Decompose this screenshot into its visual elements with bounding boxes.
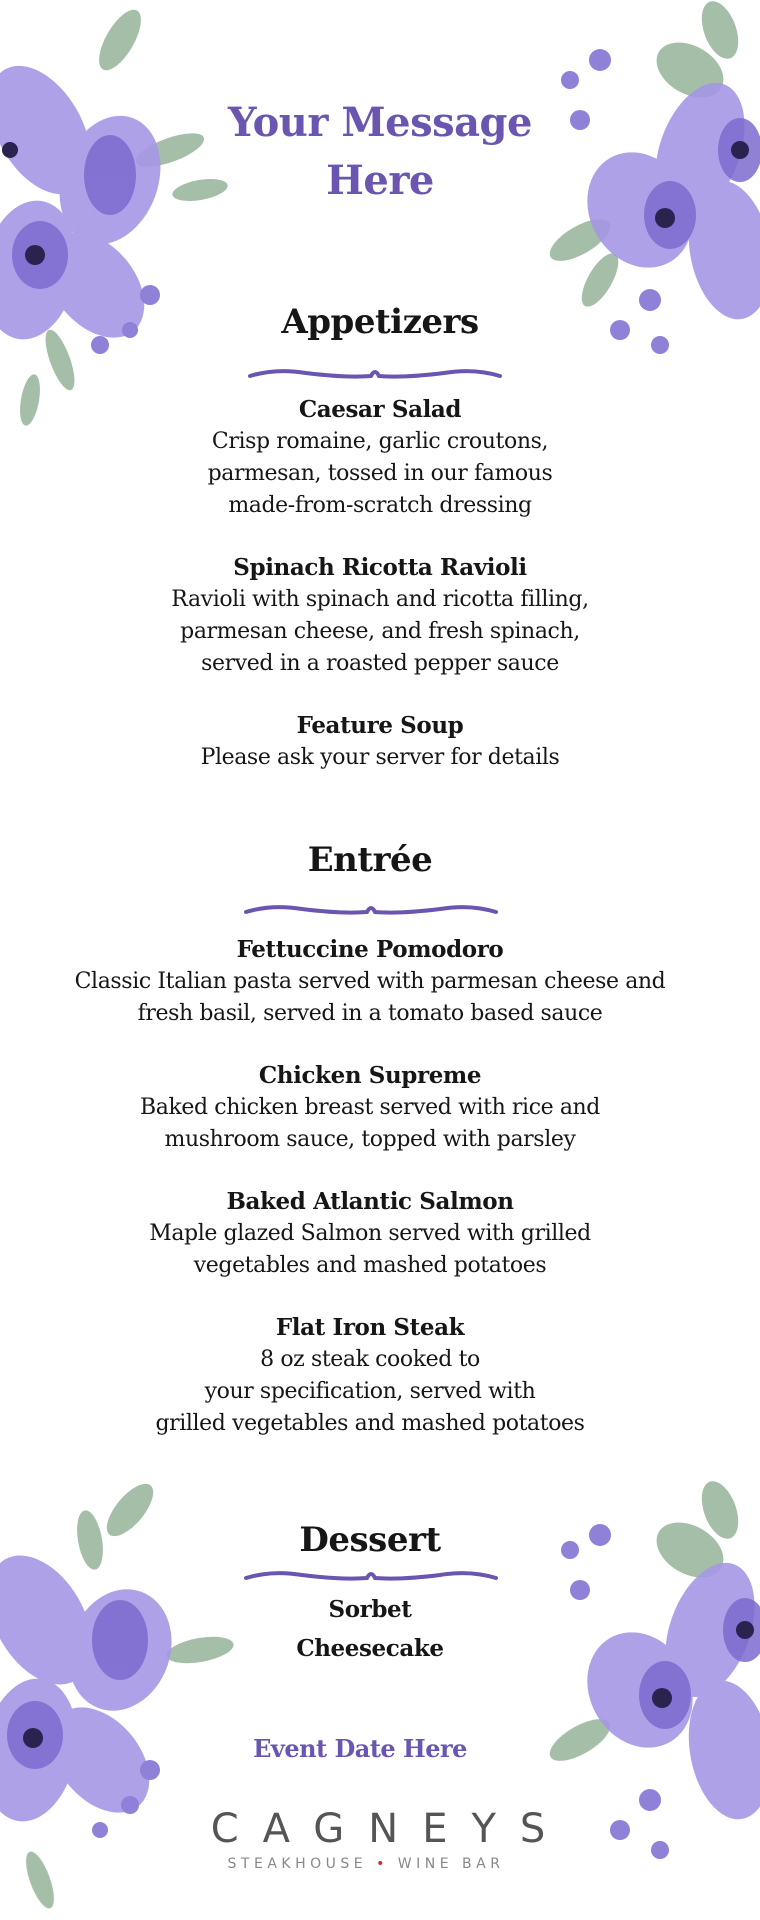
item-name: Flat Iron Steak bbox=[275, 1314, 465, 1341]
tagline-left: STEAKHOUSE bbox=[227, 1856, 368, 1872]
item-name: Baked Atlantic Salmon bbox=[226, 1188, 514, 1215]
appetizer-item bbox=[0, 552, 760, 680]
item-desc: Crisp romaine, garlic croutons, parmesan, tossed in our famous made-from-scratch dressing bbox=[207, 429, 553, 518]
item-name: Spinach Ricotta Ravioli bbox=[233, 554, 527, 581]
appetizers-title: Appetizers bbox=[281, 302, 479, 342]
entree-item bbox=[0, 1186, 750, 1282]
item-name: Caesar Salad bbox=[298, 396, 462, 423]
item-desc: Classic Italian pasta served with parmesan cheese and fresh basil, served in a tomato based sauce bbox=[74, 969, 666, 1026]
item-desc: Ravioli with spinach and ricotta filling, parmesan cheese, and fresh spinach, served in a roasted pepper sauce bbox=[171, 587, 589, 676]
tagline-dot: • bbox=[376, 1856, 389, 1872]
item-name: Fettuccine Pomodoro bbox=[236, 936, 504, 963]
brand-tagline bbox=[0, 1856, 746, 1872]
appetizers-divider bbox=[246, 364, 504, 388]
item-desc: Baked chicken breast served with rice and mushroom sauce, topped with parsley bbox=[139, 1095, 600, 1152]
brand-logo: CAGNEYS bbox=[210, 1806, 570, 1852]
appetizer-item bbox=[0, 394, 760, 522]
item-name: Chicken Supreme bbox=[258, 1062, 482, 1089]
entree-item bbox=[0, 934, 750, 1030]
entree-item bbox=[0, 1312, 750, 1440]
header-message bbox=[0, 94, 760, 210]
entree-divider bbox=[242, 900, 500, 924]
floral-top-left bbox=[0, 0, 260, 430]
dessert-item-cheesecake: Cheesecake bbox=[296, 1635, 444, 1662]
entree-item bbox=[0, 1060, 750, 1156]
item-desc: Maple glazed Salmon served with grilled vegetables and mashed potatoes bbox=[149, 1221, 591, 1278]
header-message-line2: Here bbox=[326, 157, 434, 204]
item-name: Feature Soup bbox=[296, 712, 464, 739]
dessert-divider bbox=[242, 1566, 500, 1590]
item-desc: 8 oz steak cooked to your specification, served with grilled vegetables and mashed potatoes bbox=[155, 1347, 585, 1436]
item-desc: Please ask your server for details bbox=[200, 745, 560, 770]
tagline-right: WINE BAR bbox=[397, 1856, 505, 1872]
event-date: Event Date Here bbox=[253, 1734, 467, 1763]
dessert-item-sorbet: Sorbet bbox=[328, 1596, 412, 1623]
entree-title: Entrée bbox=[307, 840, 433, 880]
dessert-title: Dessert bbox=[299, 1520, 441, 1560]
appetizer-item bbox=[0, 710, 760, 774]
header-message-line1: Your Message bbox=[228, 99, 532, 146]
